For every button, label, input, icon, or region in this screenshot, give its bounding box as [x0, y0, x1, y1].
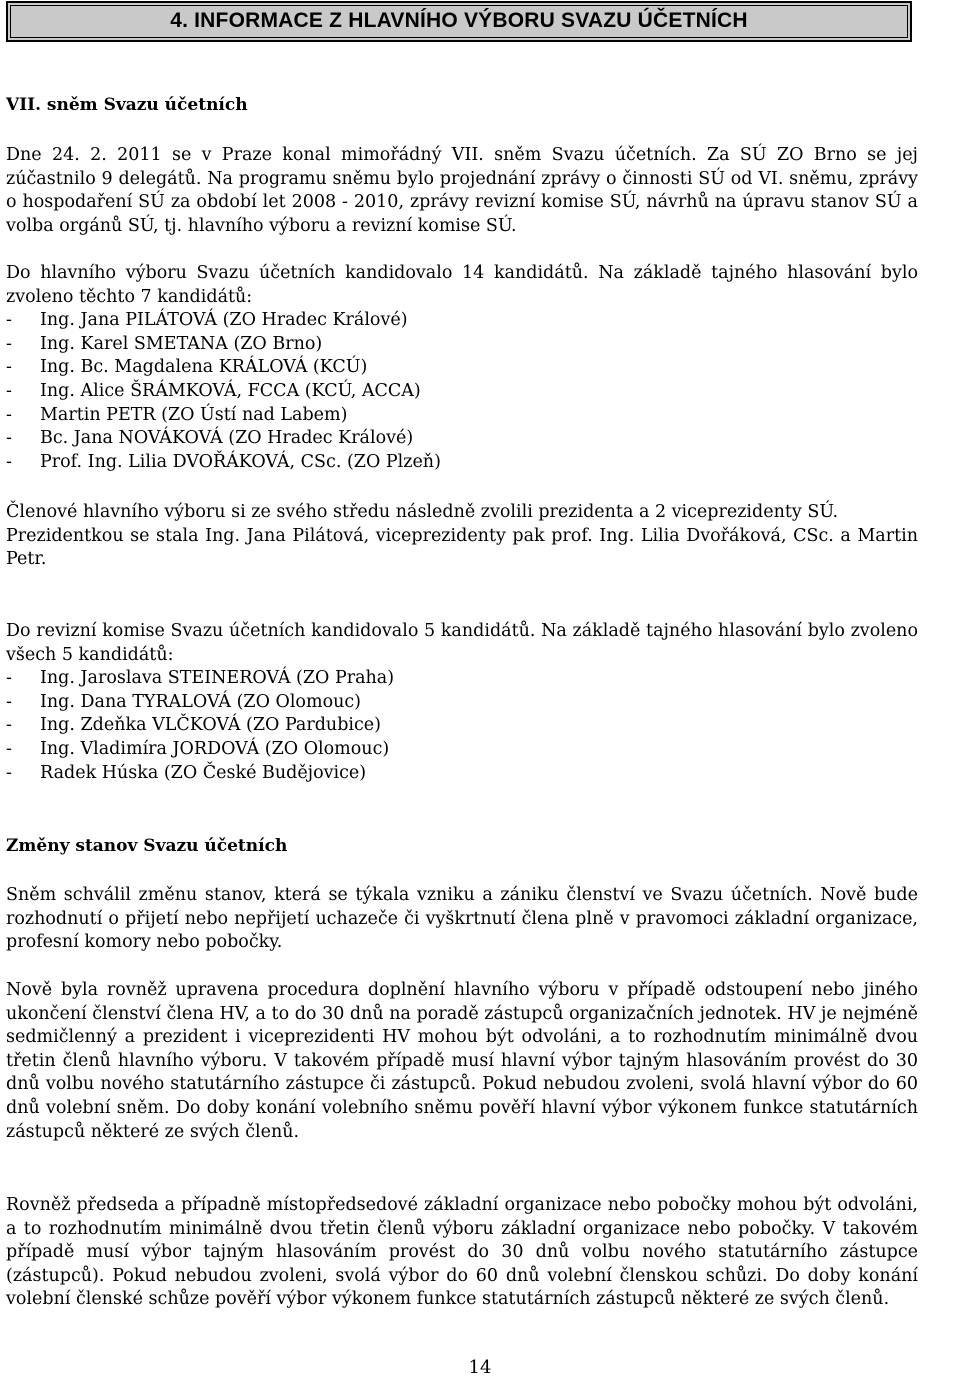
- heading-zmeny-stanov: Změny stanov Svazu účetních: [6, 836, 288, 856]
- presidents-block: [6, 501, 918, 572]
- committee-block: [6, 262, 918, 474]
- list-item: - Ing. Karel SMETANA (ZO Brno): [6, 333, 918, 357]
- heading-vii-snem: VII. sněm Svazu účetních: [6, 95, 248, 115]
- paragraph-members-elected: Členové hlavního výboru si ze svého středu následně zvolili prezidenta a 2 viceprezidenty SÚ.: [6, 502, 839, 522]
- list-item: - Ing. Jana PILÁTOVÁ (ZO Hradec Králové): [6, 309, 918, 333]
- paragraph-stanov-change: Sněm schválil změnu stanov, která se týkala vzniku a zániku členství ve Svazu účetních. Nově bude rozhodnutí o přijetí nebo nepřijetí uchazeče či vyškrtnutí člena plně v pravomoci základní organizace, profesní komory nebo pobočky.: [6, 885, 918, 953]
- paragraph-snem-intro: Dne 24. 2. 2011 se v Praze konal mimořádný VII. sněm Svazu účetních. Za SÚ ZO Brno se jej zúčastnilo 9 delegátů. Na programu sněmu bylo projednání zprávy o činnosti SÚ od VI. sněmu, zprávy o hospodaření SÚ za období let 2008 - 2010, zprávy revizní komise SÚ, návrhů na úpravu stanov SÚ a volba orgánů SÚ, tj. hlavního výboru a revizní komise SÚ.: [6, 145, 918, 236]
- paragraph-hv-procedure: Nově byla rovněž upravena procedura doplnění hlavního výboru v případě odstoupení nebo jiného ukončení členství člena HV, a to do 30 dnů na poradě zástupců organizačních jednotek. HV je nejméně sedmičlenný a prezident i viceprezidenti HV mohou být odvoláni, a to rozhodnutím minimálně dvou třetin členů hlavního výboru. V takovém případě musí hlavní výbor tajným hlasováním provést do 30 dnů volbu nového statutárního zástupce či zástupců. Pokud nebudou zvoleni, svolá hlavní výbor do 60 dnů volební sněm. Do doby konání volebního sněmu pověří hlavní výbor výkonem funkce statutárních zástupců některé ze svých členů.: [6, 980, 918, 1142]
- page-number: 14: [468, 1357, 492, 1378]
- paragraph-president: Prezidentkou se stala Ing. Jana Pilátová, viceprezidenty pak prof. Ing. Lilia Dvořáková, CSc. a Martin Petr.: [6, 525, 918, 570]
- section-title: 4. INFORMACE Z HLAVNÍHO VÝBORU SVAZU ÚČETNÍCH: [170, 9, 748, 32]
- paragraph-zo-procedure: Rovněž předseda a případně místopředsedové základní organizace nebo pobočky mohou být odvoláni, a to rozhodnutím minimálně dvou třetin členů výboru základní organizace nebo pobočky. V takovém případě musí výbor tajným hlasováním provést do 30 dnů volbu nového statutárního zástupce (zástupců). Pokud nebudou zvoleni, svolá výbor do 60 dnů volební členskou schůzi. Do doby konání volební členské schůze pověří výbor výkonem funkce statutárních zástupců některé ze svých členů.: [6, 1195, 918, 1310]
- list-item: - Martin PETR (ZO Ústí nad Labem): [6, 404, 918, 428]
- list-item: - Ing. Jaroslava STEINEROVÁ (ZO Praha): [6, 667, 918, 691]
- audit-list: [6, 667, 918, 785]
- list-item: - Ing. Bc. Magdalena KRÁLOVÁ (KCÚ): [6, 356, 918, 380]
- list-item: - Ing. Vladimíra JORDOVÁ (ZO Olomouc): [6, 738, 918, 762]
- list-item: - Prof. Ing. Lilia DVOŘÁKOVÁ, CSc. (ZO Plzeň): [6, 451, 918, 475]
- list-item: - Ing. Alice ŠRÁMKOVÁ, FCCA (KCÚ, ACCA): [6, 380, 918, 404]
- audit-block: [6, 620, 918, 785]
- committee-list: [6, 309, 918, 474]
- list-item: - Ing. Zdeňka VLČKOVÁ (ZO Pardubice): [6, 714, 918, 738]
- paragraph-committee-intro: Do hlavního výboru Svazu účetních kandidovalo 14 kandidátů. Na základě tajného hlasování bylo zvoleno těchto 7 kandidátů:: [6, 263, 918, 307]
- paragraph-audit-intro: Do revizní komise Svazu účetních kandidovalo 5 kandidátů. Na základě tajného hlasování bylo zvoleno všech 5 kandidátů:: [6, 621, 918, 665]
- list-item: - Radek Húska (ZO České Budějovice): [6, 762, 918, 786]
- list-item: - Bc. Jana NOVÁKOVÁ (ZO Hradec Králové): [6, 427, 918, 451]
- list-item: - Ing. Dana TYRALOVÁ (ZO Olomouc): [6, 691, 918, 715]
